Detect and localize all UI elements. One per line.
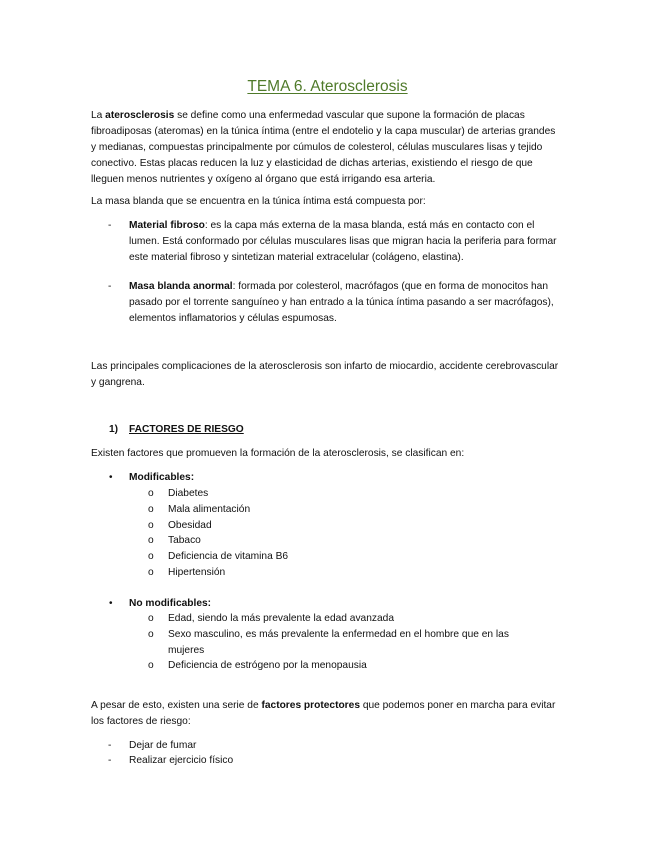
- list-item: o Obesidad: [145, 518, 545, 534]
- circle-bullet-icon: o: [148, 660, 154, 671]
- list-item-masa-blanda: [91, 279, 561, 327]
- list-item: o Deficiencia de vitamina B6: [145, 549, 545, 565]
- page-title: TEMA 6. Aterosclerosis: [247, 78, 408, 95]
- list-item: o Tabaco: [145, 533, 545, 549]
- dash-marker: -: [108, 220, 112, 231]
- circle-bullet-icon: o: [148, 629, 154, 640]
- circle-bullet-icon: o: [148, 488, 154, 499]
- bullet-icon: •: [109, 472, 113, 483]
- circle-bullet-icon: o: [148, 535, 154, 546]
- bullet-non-modifiable: [91, 596, 211, 612]
- risk-intro: Existen factores que promueven la formación de la aterosclerosis, se clasifican en:: [91, 448, 465, 459]
- term: Material fibroso: [129, 220, 205, 231]
- term: Masa blanda anormal: [129, 281, 233, 292]
- circle-bullet-icon: o: [148, 613, 154, 624]
- bullet-label: Modificables:: [129, 472, 195, 483]
- circle-bullet-icon: o: [148, 520, 154, 531]
- circle-bullet-icon: o: [148, 504, 154, 515]
- bullet-icon: •: [109, 598, 113, 609]
- section-heading-risk-factors: [109, 422, 244, 438]
- list-item-dejar-fumar: - Dejar de fumar: [91, 738, 561, 754]
- list-item-ejercicio: - Realizar ejercicio físico: [91, 753, 561, 769]
- section-number: 1): [109, 424, 119, 435]
- list-item: o Diabetes: [145, 486, 545, 502]
- circle-bullet-icon: o: [148, 551, 154, 562]
- dash-marker: -: [108, 740, 112, 751]
- list-item: o Edad, siendo la más prevalente la edad avanzada: [145, 611, 545, 627]
- circle-bullet-icon: o: [148, 567, 154, 578]
- intro-term: aterosclerosis: [105, 110, 175, 121]
- dash-marker: -: [108, 281, 112, 292]
- protective-paragraph: A pesar de esto, existen una serie de factores protectores que podemos poner en marcha para evitar los factores de riesgo:: [91, 700, 556, 727]
- list-item-material-fibroso: [91, 218, 561, 266]
- bullet-modifiable: [91, 470, 194, 486]
- list-item: o Hipertensión: [145, 565, 545, 581]
- dash-marker: -: [108, 755, 112, 766]
- definition: : formada por colesterol, macrófagos (que en forma de monocitos han pasado por el torrente sanguíneo y han entrado a la túnica íntima pasando a ser macrófagos), elementos inflamatorios y células espumosas.: [129, 281, 554, 324]
- bullet-label: No modificables:: [129, 598, 212, 609]
- definition: : es la capa más externa de la masa blanda, está más en contacto con el lumen. Está conformado por células musculares lisas que migran hacia la periferia para formar este material fibroso y sintetizan material extracelular (colágeno, elastina).: [129, 220, 557, 263]
- list-item: o Deficiencia de estrógeno por la menopausia: [145, 658, 545, 674]
- protective-term: factores protectores: [261, 700, 360, 711]
- section-label: FACTORES DE RIESGO: [129, 424, 244, 435]
- list-item: o Mala alimentación: [145, 502, 545, 518]
- intro-pre: La: [91, 110, 106, 121]
- complications-paragraph: Las principales complicaciones de la aterosclerosis son infarto de miocardio, accidente cerebrovascular y gangrena.: [91, 361, 559, 388]
- list-item: o Sexo masculino, es más prevalente la enfermedad en el hombre que en las mujeres: [148, 629, 509, 656]
- intro-paragraph: [91, 108, 561, 188]
- intro-post: se define como una enfermedad vascular que supone la formación de placas fibroadiposas (ateromas) en la túnica íntima (entre el endotelio y la capa muscular) de arterias grandes y medianas, compuestas principalmente por cúmulos de colesterol, células musculares lisas y tejido conectivo. Estas placas reducen la luz y elasticidad de dichas arterias, existiendo el riesgo de que lleguen menos nutrientes y oxígeno al órgano que está irrigando esa arteria.: [91, 110, 556, 185]
- mass-intro: La masa blanda que se encuentra en la túnica íntima está compuesta por:: [91, 196, 426, 207]
